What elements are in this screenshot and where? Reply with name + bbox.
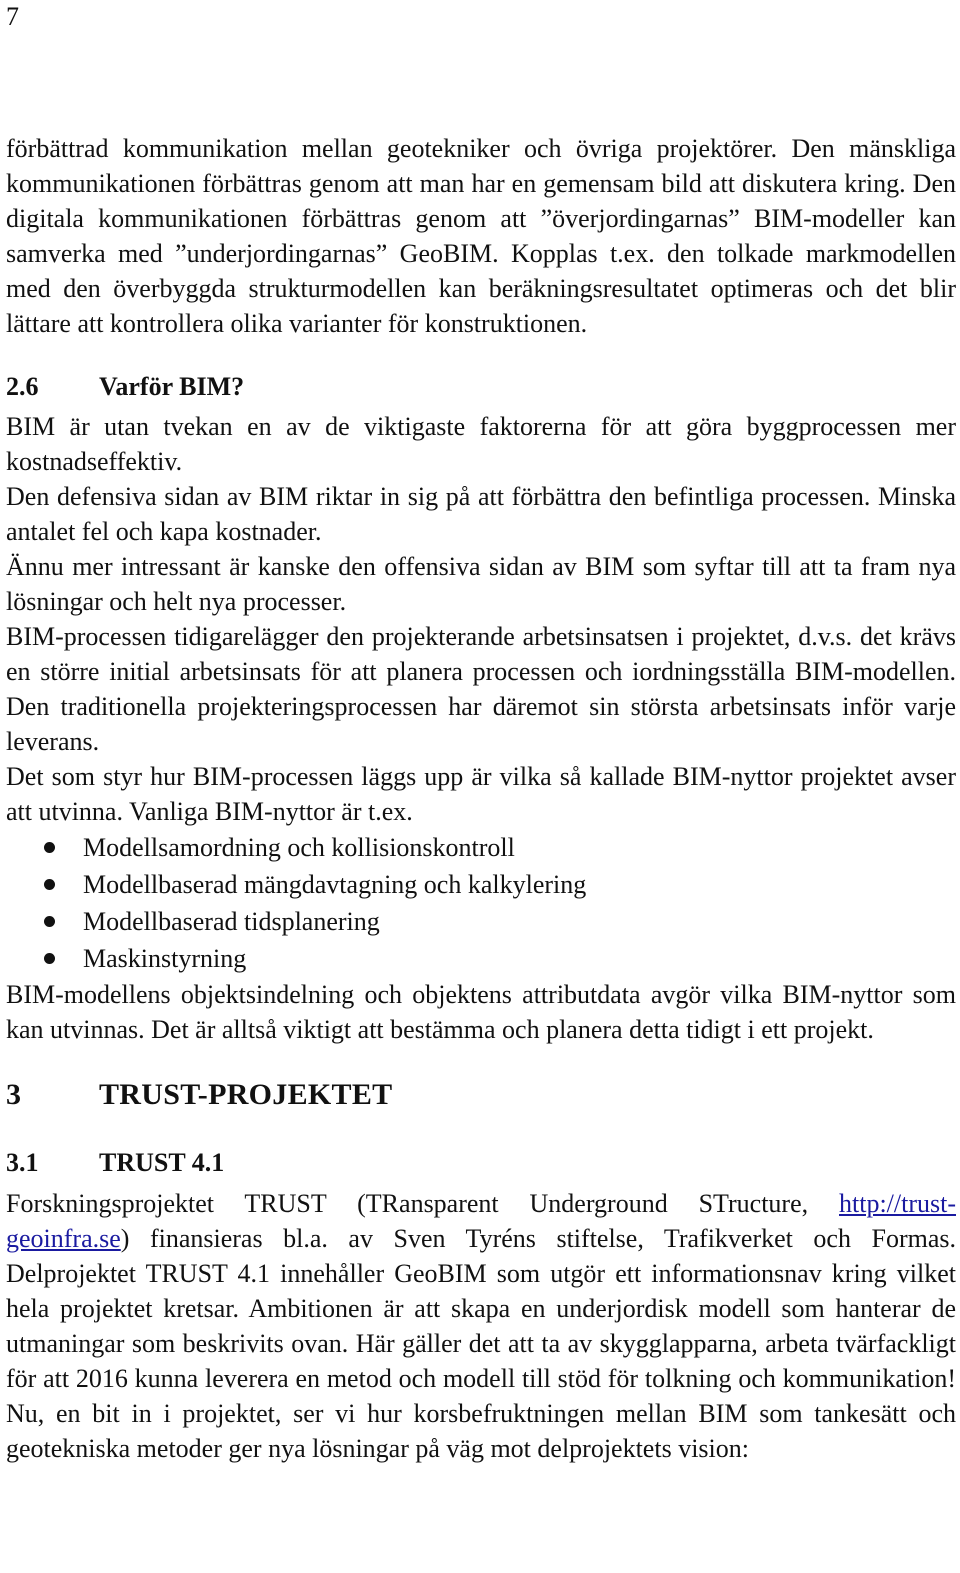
paragraph: Det som styr hur BIM-processen läggs upp är vilka så kallade BIM-nyttor projektet avser att utvinna. Vanliga BIM-nyttor är t.ex. [6, 762, 956, 826]
closing-paragraph: BIM-modellens objektsindelning och objektens attributdata avgör vilka BIM-nyttor som kan utvinnas. Det är alltså viktigt att bestämma och planera detta tidigt i ett projekt. [6, 980, 956, 1044]
paragraph: Den defensiva sidan av BIM riktar in sig på att förbättra den befintliga processen. Minska antalet fel och kapa kostnader. [6, 482, 956, 546]
section-heading-2-6 [6, 369, 956, 404]
bim-benefits-list [6, 829, 956, 977]
intro-paragraph: förbättrad kommunikation mellan geotekniker och övriga projektörer. Den mänskliga kommunikationen förbättras genom att man har en gemensam bild att diskutera kring. Den digitala kommunikationen förbättras genom att ”överjordingarnas” BIM-modeller kan samverka med ”underjordingarnas” GeoBIM. Kopplas t.ex. den tolkade markmodellen med den överbyggda strukturmodellen kan beräkningsresultatet optimeras och det blir lättare att kontrollera olika varianter för konstruktionen. [6, 134, 956, 338]
bullet-icon [44, 879, 55, 890]
page-number: 7 [6, 2, 19, 31]
section-heading-3-1 [6, 1145, 956, 1180]
section-title: Varför BIM? [99, 372, 245, 401]
trust-link[interactable]: http://trust-geoinfra.se [6, 1189, 956, 1253]
list-item: Maskinstyrning [6, 940, 956, 977]
paragraph: Ännu mer intressant är kanske den offensiva sidan av BIM som syftar till att ta fram nya lösningar och helt nya processer. [6, 552, 956, 616]
bullet-icon [44, 842, 55, 853]
chapter-number: 3 [6, 1078, 22, 1111]
list-item: Modellbaserad tidsplanering [6, 903, 956, 940]
chapter-heading-3 [6, 1075, 956, 1115]
section-number: 2.6 [6, 372, 39, 401]
paragraph: BIM-processen tidigarelägger den projekterande arbetsinsatsen i projektet, d.v.s. det krävs en större initial arbetsinsats för att planera processen och iordningsställa BIM-modellen. Den traditionella projekteringsprocessen har däremot sin största arbetsinsats inför varje leverans. [6, 622, 956, 756]
paragraph: BIM är utan tvekan en av de viktigaste faktorerna för att göra byggprocessen mer kostnadseffektiv. [6, 412, 956, 476]
section-title: TRUST 4.1 [99, 1148, 225, 1177]
section-number: 3.1 [6, 1148, 39, 1177]
list-item: Modellsamordning och kollisionskontroll [6, 829, 956, 866]
chapter-title: TRUST-PROJEKTET [99, 1078, 393, 1111]
bullet-icon [44, 916, 55, 927]
bullet-icon [44, 953, 55, 964]
document-body [6, 131, 956, 1466]
trust-paragraph: Forskningsprojektet TRUST (TRansparent Underground STructure, http://trust-geoinfra.se) finansieras bl.a. av Sven Tyréns stiftelse, Trafikverket och Formas. Delprojektet TRUST 4.1 innehåller GeoBIM som utgör ett informationsnav kring vilket hela projektet kretsar. Ambitionen är att skapa en underjordisk modell som hanterar de utmaningar som beskrivits ovan. Här gäller det att ta av skygglapparna, arbeta tvärfackligt för att 2016 kunna leverera en metod och modell till stöd för tolkning och kommunikation! Nu, en bit in i projektet, ser vi hur korsbefruktningen mellan BIM som tankesätt och geotekniska metoder ger nya lösningar på väg mot delprojektets vision: [6, 1189, 956, 1463]
list-item: Modellbaserad mängdavtagning och kalkylering [6, 866, 956, 903]
